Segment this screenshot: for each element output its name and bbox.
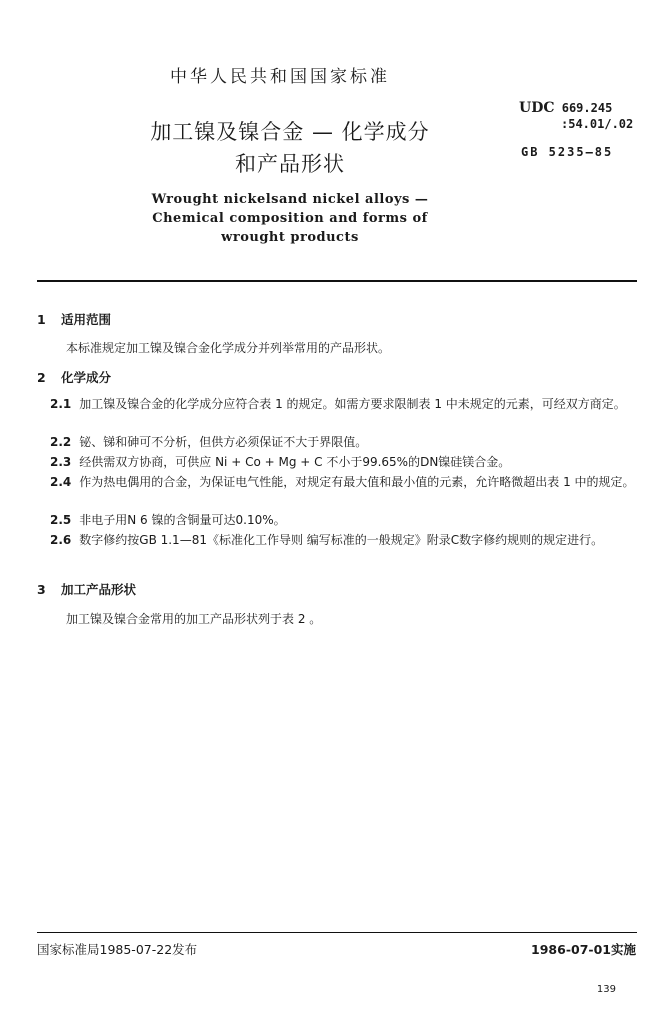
clause-text: 加工镍及镍合金的化学成分应符合表 1 的规定。如需方要求限制表 1 中未规定的元素，可经双方商定。 [79,397,626,411]
udc-block [519,100,612,116]
clause-text: 铋、锑和砷可不分析，但供方必须保证不大于界限值。 [79,435,368,449]
clause-number: 2.1 [50,397,72,411]
clause-2-6 [40,530,636,550]
title-en-line3: wrought products [221,230,359,245]
clause-text: 作为热电偶用的合金，为保证电气性能，对规定有最大值和最小值的元素，允许略微超出表 1 中的规定。 [79,475,635,489]
section-3-heading [37,580,136,598]
page-number: 139 [596,984,616,995]
issuing-country-standard: 中华人民共和国国家标准 [170,67,390,87]
clause-number: 2.2 [50,435,72,449]
clause-2-5 [40,510,636,530]
clause-2-4 [40,472,636,492]
clause-text: 经供需双方协商，可供应 Ni + Co + Mg + C 不小于99.65%的DN镍硅镁合金。 [79,455,511,469]
section-2-heading [37,368,111,386]
clause-text: 非电子用N 6 镍的含铜量可达0.10%。 [79,513,286,527]
section-number: 3 [37,582,46,597]
clause-number: 2.6 [50,533,72,547]
issue-date: 国家标准局1985-07-22发布 [37,942,198,957]
title-en-line1: Wrought nickelsand nickel alloys — [151,192,429,207]
title-zh-line2: 和产品形状 [235,152,345,176]
section-1-body: 本标准规定加工镍及镍合金化学成分并列举常用的产品形状。 [66,341,391,355]
gb-code: GB 5235—85 [521,145,614,159]
clause-number: 2.3 [50,455,72,469]
title-en-line2: Chemical composition and forms of [152,211,428,226]
udc-label: UDC [519,100,555,116]
clause-number: 2.4 [50,475,72,489]
section-number: 2 [37,370,46,385]
section-1-heading [37,310,111,328]
clause-text: 数字修约按GB 1.1—81《标准化工作导则 编写标准的一般规定》附录C数字修约规则的规定进行。 [79,533,604,547]
section-number: 1 [37,312,46,327]
clause-2-3 [40,452,636,472]
header-rule [37,280,637,282]
clause-2-2 [40,432,636,452]
footer-rule [37,932,637,933]
udc-line1: 669.245 [561,101,613,115]
section-title: 化学成分 [61,370,112,385]
clause-2-1 [40,394,636,414]
section-title: 加工产品形状 [61,582,137,597]
udc-line2: :54.01/.02 [561,117,634,131]
title-zh-line1: 加工镍及镍合金 — 化学成分 [150,120,430,144]
effective-date: 1986-07-01实施 [531,942,636,957]
section-3-body: 加工镍及镍合金常用的加工产品形状列于表 2 。 [66,612,322,626]
clause-number: 2.5 [50,513,72,527]
section-title: 适用范围 [61,312,112,327]
